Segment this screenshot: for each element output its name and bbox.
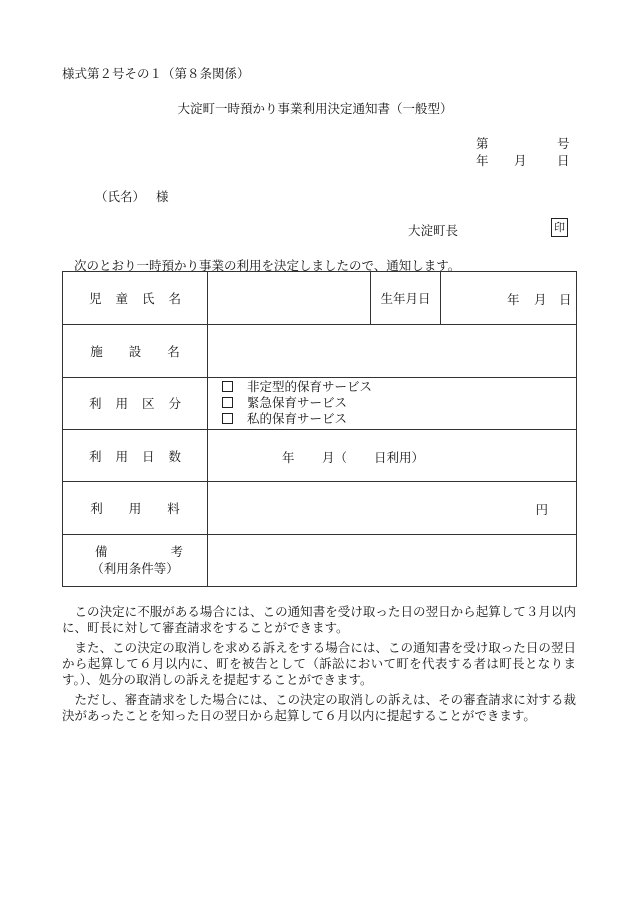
label-char: 氏: [142, 291, 155, 307]
remarks-sub-label: （利用条件等）: [91, 561, 179, 577]
exception-notice-paragraph: ただし、審査請求をした場合には、この決定の取消しの訴えは、その審査請求に対する裁決があったことを知った日の翌日から起算して６月以内に提起することができます。: [62, 692, 576, 723]
label-char: 施: [90, 343, 103, 359]
category-label-cell: [63, 377, 208, 429]
days-month-label: 月（: [322, 449, 348, 465]
label-char: 用: [115, 396, 128, 412]
days-suffix-label: 日利用）: [374, 449, 425, 465]
label-char: 用: [128, 500, 142, 516]
issuer-title: 大淀町長: [408, 223, 459, 238]
birth-date-label: 生年月日: [371, 272, 441, 325]
birth-month-label: 月: [534, 292, 547, 307]
days-year-label: 年: [282, 449, 295, 465]
document-number-suffix: 号: [557, 136, 570, 151]
label-char: 料: [167, 500, 180, 516]
label-char: 設: [128, 343, 142, 359]
intro-text: 次のとおり一時預かり事業の利用を決定しましたので、通知します。: [74, 258, 461, 273]
child-name-label-cell: [63, 272, 208, 325]
label-char: 区: [142, 396, 155, 412]
label-char: 利: [88, 448, 102, 464]
checkbox-icon[interactable]: [222, 397, 233, 408]
category-option-irregular[interactable]: [222, 379, 576, 395]
label-char: 児: [88, 291, 102, 307]
label-char: 名: [168, 291, 182, 307]
birth-day-label: 日: [559, 292, 572, 307]
appeal-notice-paragraph: この決定に不服がある場合には、この通知書を受け取った日の翌日から起算して３月以内に、町長に対して審査請求をすることができます。: [62, 604, 576, 635]
checkbox-icon[interactable]: [222, 381, 233, 392]
facility-field[interactable]: [208, 325, 577, 377]
child-name-label: [89, 291, 181, 306]
remarks-label-cell: [63, 534, 208, 586]
label-char: 利: [88, 396, 102, 412]
label-char: 用: [115, 448, 128, 464]
label-char: 分: [168, 396, 182, 412]
document-title: 大淀町一時預かり事業利用決定通知書（一般型）: [177, 101, 453, 116]
option-label: 非定型的保育サービス: [247, 379, 373, 395]
seal-mark: 印: [551, 218, 568, 237]
date-month-label: 月: [514, 153, 527, 168]
label-char: 童: [115, 291, 128, 307]
decision-table: [62, 271, 577, 587]
recipient-name-label: （氏名）: [95, 189, 146, 204]
fee-label-cell: [63, 482, 208, 534]
days-field[interactable]: [208, 429, 577, 481]
fee-field[interactable]: [208, 482, 577, 534]
birth-date-field[interactable]: [441, 272, 577, 325]
days-label-cell: [63, 429, 208, 481]
fee-unit: 円: [535, 502, 548, 518]
remarks-field[interactable]: [208, 534, 577, 586]
label-char: 日: [142, 448, 155, 464]
birth-year-label: 年: [507, 292, 520, 307]
label-char: 考: [170, 544, 183, 560]
category-option-private[interactable]: [222, 411, 576, 427]
checkbox-icon[interactable]: [222, 413, 233, 424]
remarks-label: [63, 543, 207, 560]
label-char: 備: [95, 544, 108, 560]
date-year-label: 年: [476, 153, 489, 168]
child-name-field[interactable]: [208, 272, 371, 325]
date-day-label: 日: [557, 153, 570, 168]
category-option-emergency[interactable]: [222, 395, 576, 411]
form-number-label: 様式第２号その１（第８条関係）: [62, 66, 250, 81]
label-char: 数: [168, 448, 182, 464]
lawsuit-notice-paragraph: また、この決定の取消しを求める訴えをする場合には、この通知書を受け取った日の翌日から起算して６月以内に、町を被告として（訴訟において町を代表する者は町長となります。）、処分の取消しの訴えを提起することができます。: [62, 640, 576, 687]
option-label: 私的保育サービス: [247, 411, 348, 427]
facility-label-cell: [63, 325, 208, 377]
recipient-honorific: 様: [156, 189, 169, 204]
category-options-cell: [208, 377, 577, 429]
document-number-prefix: 第: [476, 136, 489, 151]
label-char: 名: [167, 343, 180, 359]
option-label: 緊急保育サービス: [247, 395, 348, 411]
label-char: 利: [90, 500, 103, 516]
